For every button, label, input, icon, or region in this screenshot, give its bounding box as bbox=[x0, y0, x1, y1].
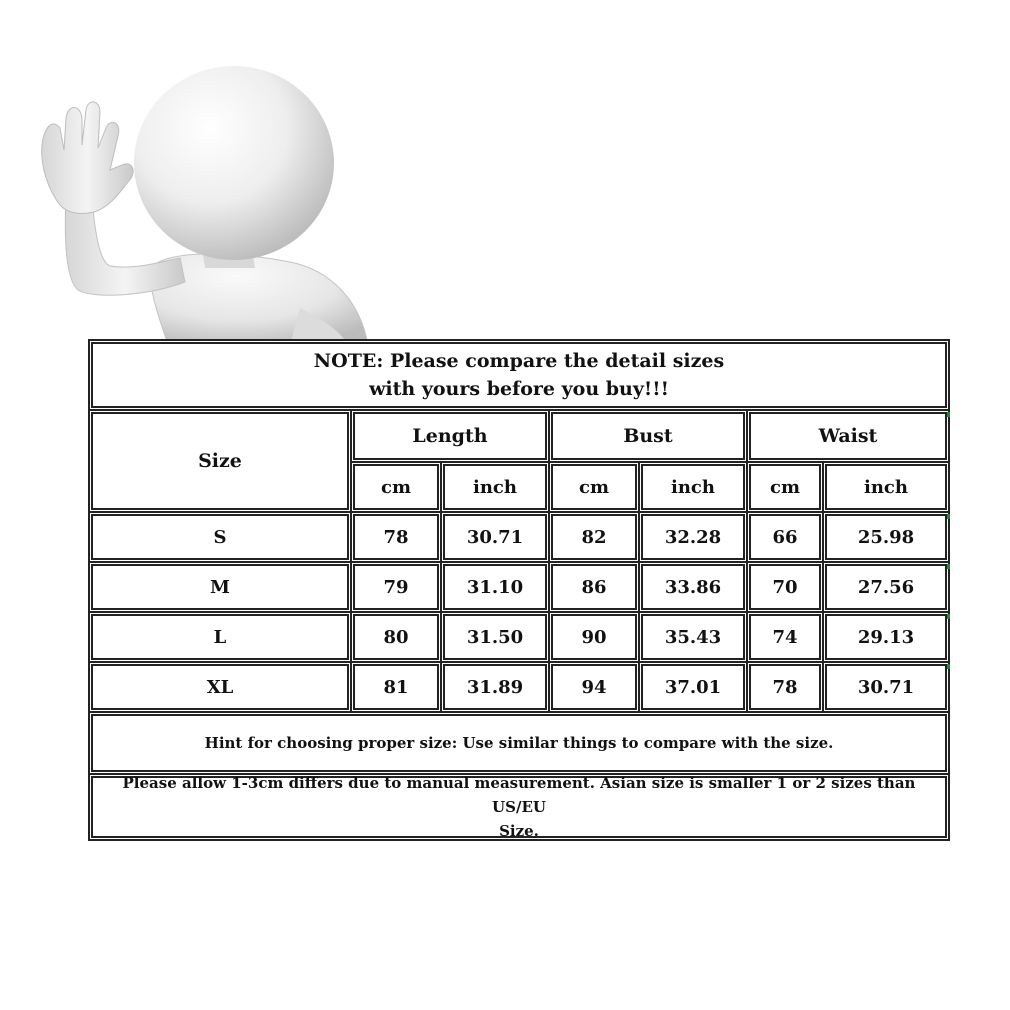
size-label: M bbox=[91, 564, 349, 610]
disclaimer-line-2: Size. bbox=[499, 822, 539, 840]
waist-inch-header: inch bbox=[825, 464, 947, 510]
length-cm-value: 79 bbox=[353, 564, 439, 610]
size-label: S bbox=[91, 514, 349, 560]
size-label: L bbox=[91, 614, 349, 660]
bust-cm-header: cm bbox=[551, 464, 637, 510]
size-chart-table bbox=[88, 339, 950, 841]
length-cm-header: cm bbox=[353, 464, 439, 510]
waist-inch-value: 25.98 bbox=[825, 514, 947, 560]
bust-cm-value: 94 bbox=[551, 664, 637, 710]
length-group-header: Length bbox=[353, 412, 547, 460]
note-line-2: with yours before you buy!!! bbox=[369, 378, 669, 400]
waist-group-header: Waist bbox=[749, 412, 947, 460]
waist-cm-value: 74 bbox=[749, 614, 821, 660]
measurement-disclaimer bbox=[91, 776, 947, 838]
waist-cm-value: 78 bbox=[749, 664, 821, 710]
length-inch-value: 30.71 bbox=[443, 514, 547, 560]
hint-note: Hint for choosing proper size: Use similar things to compare with the size. bbox=[91, 714, 947, 772]
bust-inch-value: 35.43 bbox=[641, 614, 745, 660]
size-column-header: Size bbox=[91, 412, 349, 510]
bust-inch-value: 37.01 bbox=[641, 664, 745, 710]
edge-marker bbox=[947, 564, 950, 569]
length-inch-value: 31.50 bbox=[443, 614, 547, 660]
bust-inch-header: inch bbox=[641, 464, 745, 510]
waist-cm-value: 66 bbox=[749, 514, 821, 560]
edge-marker bbox=[947, 614, 950, 619]
edge-marker bbox=[947, 514, 950, 519]
length-cm-value: 80 bbox=[353, 614, 439, 660]
waist-cm-header: cm bbox=[749, 464, 821, 510]
length-inch-header: inch bbox=[443, 464, 547, 510]
disclaimer-line-1: Please allow 1-3cm differs due to manual measurement. Asian size is smaller 1 or 2 sizes than US/EU bbox=[122, 774, 916, 816]
edge-marker bbox=[947, 664, 950, 669]
bust-cm-value: 82 bbox=[551, 514, 637, 560]
waist-cm-value: 70 bbox=[749, 564, 821, 610]
bust-cm-value: 86 bbox=[551, 564, 637, 610]
edge-marker bbox=[947, 412, 950, 417]
length-inch-value: 31.10 bbox=[443, 564, 547, 610]
length-inch-value: 31.89 bbox=[443, 664, 547, 710]
bust-group-header: Bust bbox=[551, 412, 745, 460]
bust-cm-value: 90 bbox=[551, 614, 637, 660]
bust-inch-value: 33.86 bbox=[641, 564, 745, 610]
note-banner bbox=[91, 342, 947, 408]
note-line-1: NOTE: Please compare the detail sizes bbox=[313, 350, 725, 372]
waist-inch-value: 27.56 bbox=[825, 564, 947, 610]
bust-inch-value: 32.28 bbox=[641, 514, 745, 560]
length-cm-value: 81 bbox=[353, 664, 439, 710]
size-label: XL bbox=[91, 664, 349, 710]
length-cm-value: 78 bbox=[353, 514, 439, 560]
waist-inch-value: 30.71 bbox=[825, 664, 947, 710]
waist-inch-value: 29.13 bbox=[825, 614, 947, 660]
